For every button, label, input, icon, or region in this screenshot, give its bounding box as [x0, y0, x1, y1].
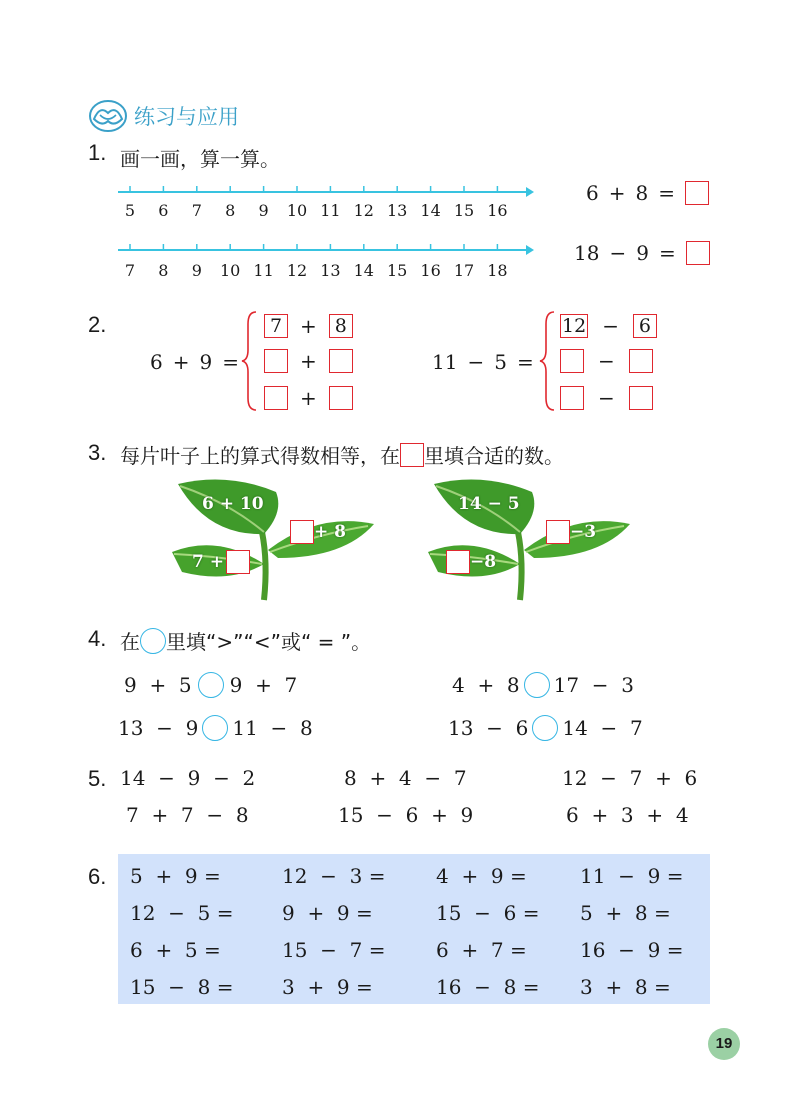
drill-item: 4 + 9 = — [436, 864, 527, 888]
number-line-label: 8 — [158, 261, 169, 280]
drill-item: 15 − 7 = — [282, 938, 386, 962]
filled-box: 6 — [633, 314, 657, 338]
plant-2-left-expression — [446, 550, 496, 574]
question-3-text-part: 每片叶子上的算式得数相等，在 — [120, 444, 400, 468]
expression-suffix: −8 — [470, 552, 497, 572]
operand: 5 — [494, 350, 507, 374]
expression-suffix: −3 — [570, 522, 597, 542]
number-line-label: 12 — [286, 261, 308, 280]
section-title: 练习与应用 — [134, 105, 239, 129]
number-line-label: 13 — [387, 201, 408, 220]
question-1-number: 1. — [88, 140, 107, 165]
question-3-text — [120, 440, 564, 469]
number-line-label: 12 — [353, 201, 374, 220]
answer-box[interactable] — [685, 181, 709, 205]
drill-item: 15 − 8 = — [130, 975, 234, 999]
number-line-label: 8 — [225, 201, 236, 220]
question-3-text-part: 里填合适的数。 — [424, 444, 564, 468]
q1-equation-1 — [586, 181, 709, 205]
answer-box[interactable] — [329, 386, 353, 410]
number-line-1 — [116, 182, 536, 202]
expression-suffix: + 8 — [314, 522, 346, 542]
number-line-label: 16 — [420, 261, 441, 280]
number-line-label: 7 — [124, 261, 136, 280]
compare-right: 14 − 7 — [562, 716, 643, 740]
number-line-label: 17 — [453, 261, 475, 280]
q2-left-row-2 — [264, 349, 353, 373]
equals-sign: = — [516, 350, 534, 374]
answer-box[interactable] — [446, 550, 470, 574]
answer-box[interactable] — [560, 349, 584, 373]
answer-box[interactable] — [560, 386, 584, 410]
number-line-label: 10 — [220, 261, 241, 280]
q5-item: 7 + 7 − 8 — [126, 803, 249, 827]
plant-2-top-expression: 14 − 5 — [458, 494, 520, 514]
drill-item: 6 + 7 = — [436, 938, 527, 962]
left-brace-icon — [240, 310, 260, 412]
q2-right-row-2 — [560, 349, 653, 373]
operator: − — [609, 241, 627, 265]
expression-prefix: 7 + — [192, 552, 224, 572]
question-4-text — [120, 626, 371, 655]
number-line-label: 14 — [420, 201, 441, 220]
question-3-number: 3. — [88, 440, 107, 465]
operator: − — [467, 350, 485, 374]
q2-left-row-1 — [264, 314, 353, 338]
plant-1 — [168, 472, 378, 602]
section-header — [88, 96, 239, 136]
operator: + — [300, 314, 317, 338]
number-line-label: 16 — [487, 201, 508, 220]
number-line-label: 15 — [387, 261, 408, 280]
q5-item: 12 − 7 + 6 — [562, 766, 698, 790]
drill-item: 9 + 9 = — [282, 901, 373, 925]
compare-left: 13 − 6 — [448, 716, 529, 740]
compare-right: 9 + 7 — [229, 673, 298, 697]
filled-box: 12 — [562, 315, 587, 337]
q1-equation-2 — [574, 241, 710, 265]
drill-item: 16 − 8 = — [436, 975, 540, 999]
compare-circle[interactable] — [524, 672, 550, 698]
question-4-text-part: 里填“>”“<”或“ = ”。 — [166, 630, 372, 654]
plant-2-right-expression — [546, 520, 596, 544]
q2-left-expression — [150, 350, 249, 374]
number-line-label: 5 — [124, 201, 136, 220]
number-line-label: 14 — [353, 261, 374, 280]
answer-box[interactable] — [226, 550, 250, 574]
operator: + — [172, 350, 190, 374]
operator: + — [300, 349, 317, 373]
number-line-label: 6 — [158, 201, 169, 220]
q2-right-expression — [432, 350, 544, 374]
compare-right: 17 − 3 — [553, 673, 635, 697]
number-line-label: 11 — [320, 201, 341, 220]
inline-box-icon — [400, 443, 424, 467]
number-line-label: 9 — [258, 201, 269, 220]
answer-box[interactable] — [629, 349, 653, 373]
answer-box[interactable] — [546, 520, 570, 544]
operator: + — [300, 386, 317, 410]
number-line-label: 18 — [487, 261, 508, 280]
answer-box[interactable] — [290, 520, 314, 544]
compare-circle[interactable] — [202, 715, 228, 741]
number-line-label: 13 — [320, 261, 341, 280]
q2-right-row-1 — [560, 314, 657, 338]
question-1-text: 画一画，算一算。 — [120, 147, 280, 171]
number-line-label: 11 — [253, 261, 274, 280]
operator: + — [608, 181, 626, 205]
equals-sign: = — [658, 241, 676, 265]
drill-item: 3 + 9 = — [282, 975, 373, 999]
plant-1-left-expression — [192, 550, 250, 574]
answer-box[interactable] — [629, 386, 653, 410]
compare-right: 11 − 8 — [232, 716, 313, 740]
drill-item: 16 − 9 = — [580, 938, 684, 962]
drill-item: 5 + 8 = — [580, 901, 671, 925]
operand: 6 — [586, 181, 599, 205]
compare-left: 13 − 9 — [118, 716, 199, 740]
drill-item: 6 + 5 = — [130, 938, 221, 962]
page-number: 19 — [708, 1028, 740, 1060]
operand: 8 — [635, 181, 649, 205]
answer-box[interactable] — [329, 349, 353, 373]
drill-item: 12 − 3 = — [282, 864, 386, 888]
compare-left: 9 + 5 — [124, 673, 192, 697]
drill-item: 11 − 9 = — [580, 864, 684, 888]
q5-item: 15 − 6 + 9 — [338, 803, 474, 827]
number-line-label: 9 — [191, 261, 202, 280]
equals-sign: = — [658, 181, 675, 205]
operator: − — [598, 349, 615, 373]
operand: 18 — [574, 241, 600, 265]
compare-circle[interactable] — [198, 672, 224, 698]
right-brace-icon — [538, 310, 558, 412]
q2-right-row-3 — [560, 386, 653, 410]
compare-item-2 — [452, 672, 634, 698]
drill-item: 12 − 5 = — [130, 901, 234, 925]
compare-item-4 — [448, 715, 643, 741]
operator: − — [598, 386, 615, 410]
answer-box[interactable] — [264, 386, 288, 410]
filled-box: 8 — [329, 314, 353, 338]
operator: − — [602, 314, 619, 338]
inline-circle-icon — [140, 628, 166, 654]
q5-item: 14 − 9 − 2 — [120, 766, 256, 790]
number-line-label: 15 — [453, 201, 475, 220]
operand: 6 — [150, 350, 163, 374]
number-line-label: 10 — [286, 201, 308, 220]
compare-item-3 — [118, 715, 313, 741]
number-line-label: 7 — [191, 201, 202, 220]
plant-1-top-expression: 6 + 10 — [202, 494, 264, 514]
drill-item: 5 + 9 = — [130, 864, 221, 888]
plant-2 — [424, 472, 634, 602]
filled-box: 7 — [264, 314, 288, 338]
operand: 9 — [199, 350, 213, 374]
q5-item: 6 + 3 + 4 — [566, 803, 689, 827]
drill-item: 15 − 6 = — [436, 901, 540, 925]
compare-item-1 — [124, 672, 297, 698]
answer-box[interactable] — [264, 349, 288, 373]
drill-item: 3 + 8 = — [580, 975, 671, 999]
question-4-number: 4. — [88, 626, 107, 651]
question-4-text-part: 在 — [120, 630, 140, 654]
operand: 9 — [636, 241, 649, 265]
plant-1-right-expression — [290, 520, 346, 544]
section-badge-icon — [88, 99, 128, 133]
equals-sign: = — [222, 350, 239, 374]
answer-box[interactable] — [686, 241, 710, 265]
compare-circle[interactable] — [532, 715, 558, 741]
operand: 11 — [432, 350, 458, 374]
q2-left-row-3 — [264, 386, 353, 410]
q5-item: 8 + 4 − 7 — [344, 766, 467, 790]
question-2-number: 2. — [88, 312, 107, 337]
question-6-number: 6. — [88, 864, 107, 889]
number-line-2 — [116, 240, 536, 260]
compare-left: 4 + 8 — [452, 673, 520, 697]
question-5-number: 5. — [88, 766, 107, 791]
